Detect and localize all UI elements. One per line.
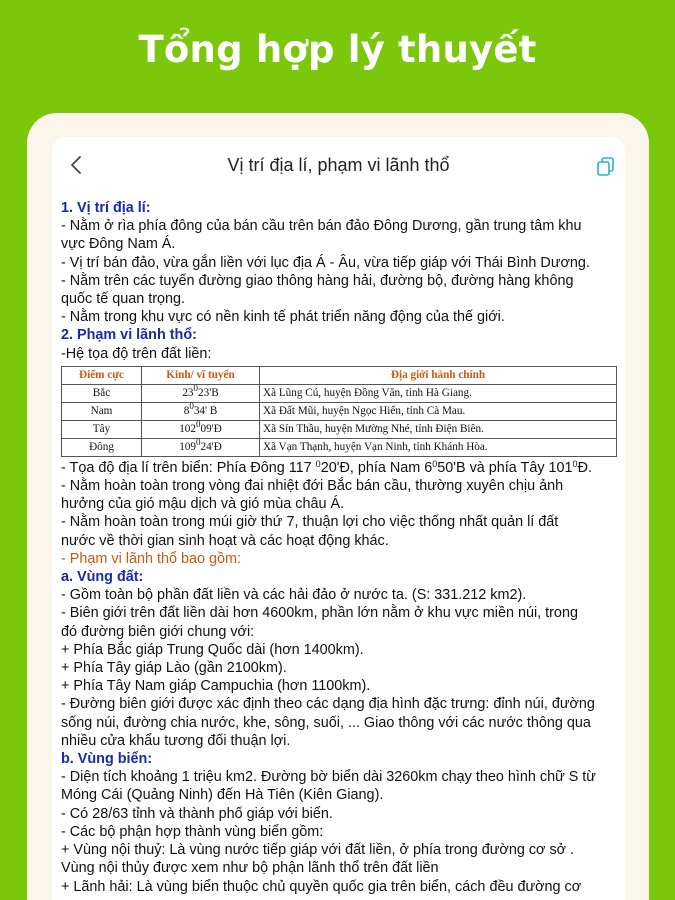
text-line: - Gồm toàn bộ phần đất liền và các hải đảo ở nước ta. (S: 331.212 km2). xyxy=(61,587,527,604)
table-header: Địa giới hành chính xyxy=(260,366,617,384)
table-cell: $8^034'$ B xyxy=(142,402,260,420)
page-title: Vị trí địa lí, phạm vi lãnh thổ xyxy=(227,155,450,175)
app-bar xyxy=(52,137,625,195)
text-line: hưởng của gió mậu dịch và gió mùa châu Á. xyxy=(61,496,345,513)
text-line: + Lãnh hải: Là vùng biển thuộc chủ quyền quốc gia trên biển, cách đều đường cơ xyxy=(61,878,582,895)
text-line: - Các bộ phận hợp thành vùng biển gồm: xyxy=(61,823,324,840)
section-heading: a. Vùng đất: xyxy=(61,569,144,586)
table-cell: Xã Sín Thầu, huyện Mường Nhé, tỉnh Điện Biên. xyxy=(260,420,617,438)
coordinates-table xyxy=(61,366,617,457)
table-cell: Nam xyxy=(62,402,142,420)
section-heading: b. Vùng biển: xyxy=(61,751,153,768)
text-line: - Đường biên giới được xác định theo các dạng địa hình đặc trưng: đỉnh núi, đường xyxy=(61,696,595,713)
section-heading: 1. Vị trí địa lí: xyxy=(61,200,151,216)
text-line: - Nằm trong khu vực có nền kinh tế phát triển năng động của thế giới. xyxy=(61,309,505,326)
table-cell: Bắc xyxy=(62,384,142,402)
table-row xyxy=(62,438,617,456)
lesson-content xyxy=(61,199,617,896)
table-cell: $109^024'Đ$ xyxy=(142,438,260,456)
table-cell: Xã Đất Mũi, huyện Ngọc Hiển, tỉnh Cà Mau. xyxy=(260,402,617,420)
text-line: sống núi, đường chia nước, khe, sông, suối, ... Giao thông với các nước thông qua xyxy=(61,714,591,731)
text-line: - Nằm hoàn toàn trong vòng đai nhiệt đới Bắc bán cầu, thường xuyên chịu ảnh xyxy=(61,478,564,495)
text-line: + Phía Bắc giáp Trung Quốc dài (hơn 1400km). xyxy=(61,641,364,658)
table-cell: Tây xyxy=(62,420,142,438)
text-line: - Nằm ở rìa phía đông của bán cầu trên bán đảo Đông Dương, gần trung tâm khu xyxy=(61,218,582,235)
table-header: Kinh/ vĩ tuyến xyxy=(142,366,260,384)
text-line: - Diện tích khoảng 1 triệu km2. Đường bờ biển dài 3260km chạy theo hình chữ S từ xyxy=(61,769,596,786)
text-line: nhiều cửa khẩu tương đối thuận lợi. xyxy=(61,732,291,749)
text-line: nước về thời gian sinh hoạt và các hoạt động khác. xyxy=(61,532,389,549)
sea-coordinates-line: - Tọa độ địa lí trên biển: Phía Đông 117 $^0$20'Đ, phía Nam $6^050'B$ và phía Tây $101^0Đ$. xyxy=(61,458,592,476)
app-screen xyxy=(52,137,625,900)
section-heading: 2. Phạm vi lãnh thổ: xyxy=(61,327,197,344)
text-line: - Biên giới trên đất liền dài hơn 4600km, phần lớn nằm ở khu vực miền núi, trong xyxy=(61,605,578,622)
table-cell: $102^009'Đ$ xyxy=(142,420,260,438)
table-cell: $23^023'B$ xyxy=(142,384,260,402)
table-row xyxy=(62,402,617,420)
table-header: Điểm cực xyxy=(62,366,142,384)
text-line: - Nằm hoàn toàn trong múi giờ thứ 7, thuận lợi cho việc thống nhất quản lí đất xyxy=(61,514,559,531)
text-line: - Nằm trên các tuyến đường giao thông hàng hải, đường bộ, đường hàng không xyxy=(61,272,574,289)
text-line: - Có 28/63 tỉnh và thành phố giáp với biển. xyxy=(61,805,333,822)
subsection-heading: - Phạm vi lãnh thổ bao gồm: xyxy=(61,550,241,567)
text-line: Móng Cái (Quảng Ninh) đến Hà Tiên (Kiên Giang). xyxy=(61,787,384,804)
text-line: vực Đông Nam Á. xyxy=(61,236,176,253)
text-line: -Hệ tọa độ trên đất liền: xyxy=(61,345,212,362)
table-row xyxy=(62,420,617,438)
text-line: quốc tế quan trọng. xyxy=(61,291,186,308)
text-line: + Vùng nội thuỷ: Là vùng nước tiếp giáp với đất liền, ở phía trong đường cơ sở . xyxy=(61,842,575,859)
table-cell: Đông xyxy=(62,438,142,456)
banner-title: Tổng hợp lý thuyết xyxy=(138,28,537,71)
text-line: + Phía Tây giáp Lào (gần 2100km). xyxy=(61,660,287,677)
table-row xyxy=(62,384,617,402)
text-line: đó đường biên giới chung với: xyxy=(61,623,255,640)
text-line: + Phía Tây Nam giáp Campuchia (hơn 1100km). xyxy=(61,678,371,695)
text-line: - Vị trí bán đảo, vừa gắn liền với lục địa Á - Âu, vừa tiếp giáp với Thái Bình Dương. xyxy=(61,254,590,271)
text-line: Vùng nội thủy được xem như bộ phận lãnh thổ trên đất liền xyxy=(61,860,439,877)
copy-icon[interactable] xyxy=(595,155,617,177)
table-cell: Xã Vạn Thạnh, huyện Vạn Ninh, tỉnh Khánh Hòa. xyxy=(260,438,617,456)
table-cell: Xã Lũng Cú, huyện Đồng Văn, tỉnh Hà Giang. xyxy=(260,384,617,402)
